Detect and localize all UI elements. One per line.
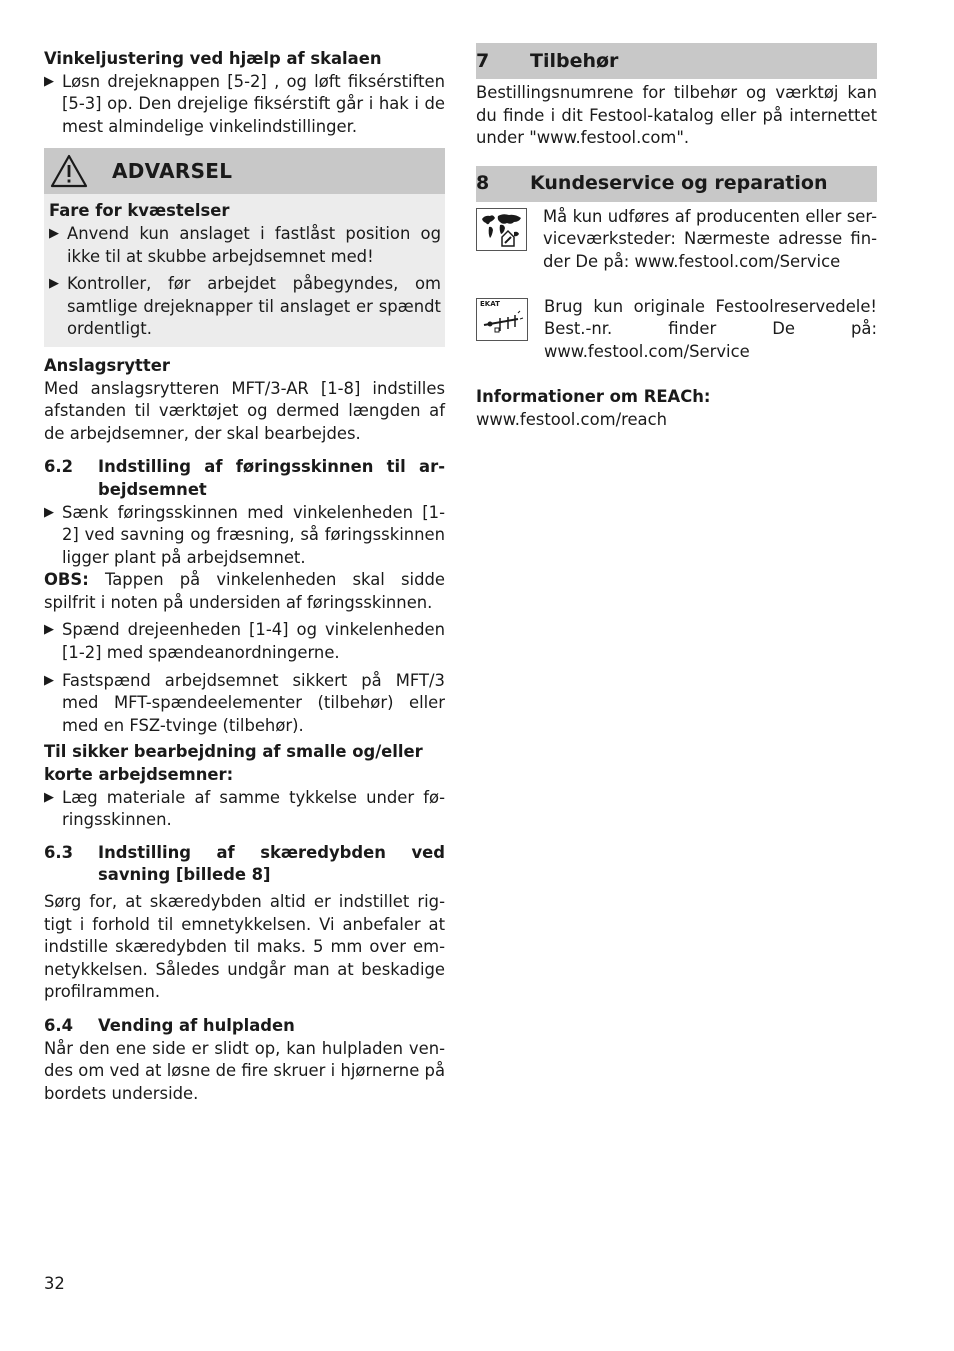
chapter-7-heading: 7 Tilbehør [476, 43, 877, 79]
warning-subtitle: Fare for kvæstelser [49, 201, 230, 221]
warning-title: ADVARSEL [112, 159, 233, 184]
service-text-1: Må kun udføres af producenten eller ser-viceværksteder: Nærmeste adresse fin-der De på: www.festool.com/Service [543, 206, 877, 271]
obs-note: OBS: Tappen på vinkelenheden skal sidde spilfrit i noten på undersiden af føringsskinnen. [44, 570, 445, 612]
warning-bullet: ▶ Anvend kun anslaget i fastlåst position og ikke til at skubbe arbejdsemnet med! [49, 223, 441, 268]
service-text-2: Brug kun originale Festoolreservedele! Best.-nr. finder De på: www.festool.com/Service [544, 296, 877, 361]
stop-heading: Anslagsrytter [44, 355, 170, 375]
section-6-4-heading: 6.4 Vending af hulpladen [44, 1015, 295, 1035]
warning-bullet: ▶ Kontroller, før arbejdet påbegyndes, om samtlige drejeknapper til anslaget er spændt ordentligt. [49, 273, 441, 341]
bullet-arrow-icon: ▶ [44, 789, 54, 805]
warning-header [44, 148, 445, 194]
bullet-arrow-icon: ▶ [49, 276, 59, 292]
reach-heading: Informationer om REACh: [476, 387, 711, 407]
bullet-arrow-icon: ▶ [44, 504, 54, 520]
section-6-2-bullet: ▶ Fastspænd arbejdsemnet sikkert på MFT/3 med MFT-spændeelementer (tilbehør) eller med en FSZ-tvinge (tilbehør). [44, 670, 445, 738]
section-6-2-bullet: ▶ Læg materiale af samme tykkelse under fø-ringsskinnen. [44, 787, 445, 832]
page-number: 32 [44, 1274, 65, 1293]
section-6-3-heading: 6.3 Indstilling af skæredybden ved savning [billede 8] [44, 842, 445, 885]
service-row [476, 206, 877, 274]
warning-body [44, 194, 445, 347]
section-6-4-text: Når den ene side er slidt op, kan hulpladen ven-des om ved at løsne de fire skruer i hjørnerne på bordets underside. [44, 1038, 445, 1103]
bullet-arrow-icon: ▶ [44, 672, 54, 688]
section-6-3-text: Sørg for, at skæredybden altid er indstillet rig-tigt i forhold til emnetykkelsen. Vi anbefaler at indstille skæredybden til maks. 5 mm over em-netykkelsen. Således undgår man at beskadige profilrammen. [44, 892, 445, 1002]
spare-parts-row [476, 296, 877, 364]
bullet-arrow-icon: ▶ [44, 622, 54, 638]
angle-heading: Vinkeljustering ved hjælp af skalaen [44, 49, 382, 68]
right-column [476, 43, 877, 432]
chapter-8-heading: 8 Kundeservice og reparation [476, 166, 877, 202]
section-6-2-heading: 6.2 Indstilling af føringsskinnen til ar-bejdsemnet [44, 457, 445, 499]
warning-triangle-icon [50, 154, 88, 188]
section-6-2-bullet: ▶ Sænk føringsskinnen med vinkelenheden [1-2] ved savning og fræsning, så føringsskinnen ligger plant på arbejdsemnet. [44, 502, 445, 570]
world-map-service-icon [476, 208, 527, 251]
warning-box [44, 148, 445, 347]
safe-heading: Til sikker bearbejdning af smalle og/eller korte arbejdsemner: [44, 742, 423, 785]
ekat-spare-parts-icon: EKAT [476, 298, 528, 341]
bullet-arrow-icon: ▶ [49, 225, 59, 241]
left-column [44, 48, 445, 1105]
bullet-arrow-icon: ▶ [44, 73, 54, 89]
section-6-2-bullet: ▶ Spænd drejeenheden [1-4] og vinkelenheden [1-2] med spændeanordningerne. [44, 619, 445, 664]
chapter-7-text: Bestillingsnumrene for tilbehør og værktøj kan du finde i dit Festool-katalog eller på internettet under "www.festool.com". [476, 83, 877, 148]
angle-bullet: ▶ Løsn drejeknappen [5-2] , og løft fiksérstiften [5-3] op. Den drejelige fiksérstift går i hak i de mest almindelige vinkelindstillinger. [44, 71, 445, 139]
stop-text: Med anslagsrytteren MFT/3-AR [1-8] indstilles afstanden til værktøjet og dermed længden af de arbejdsemner, der skal bearbejdes. [44, 378, 445, 443]
reach-url[interactable]: www.festool.com/reach [476, 409, 667, 429]
